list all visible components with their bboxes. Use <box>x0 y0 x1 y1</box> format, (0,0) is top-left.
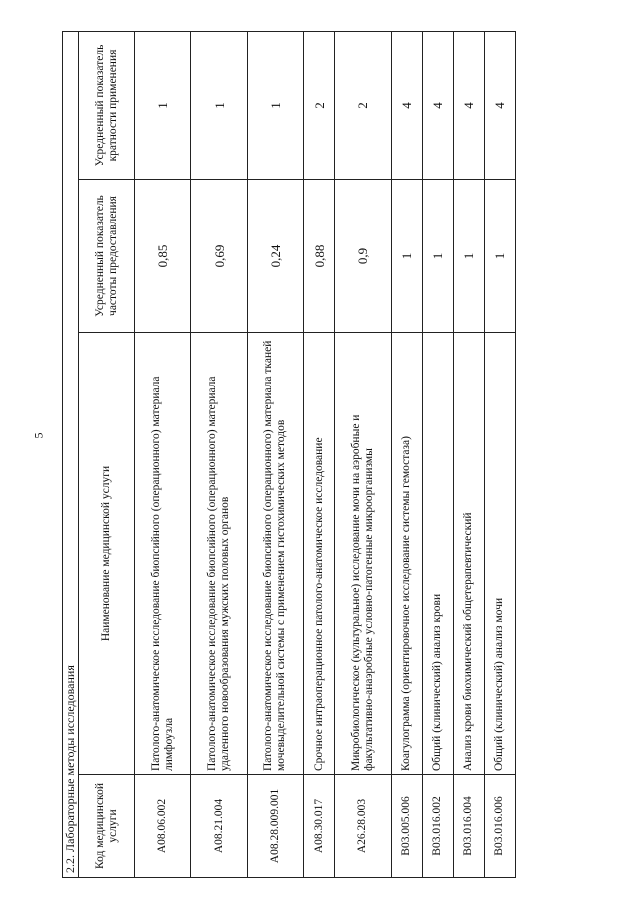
section-title: 2.2. Лабораторные методы исследования <box>63 31 79 877</box>
rotated-table-container <box>62 32 516 878</box>
header-frequency: Усредненный показатель частоты предоставления <box>79 180 135 333</box>
table-row <box>335 31 391 877</box>
header-code: Код медицинской услуги <box>79 775 135 878</box>
section-title-row <box>63 31 79 877</box>
table-row <box>135 31 191 877</box>
multiplicity-value: 1 <box>135 31 191 179</box>
service-name: Патолого-анатомическое исследование биопсийного (операционного) материала тканей мочевыделительной системы с применением гистохимических методов <box>247 333 303 775</box>
service-name: Анализ крови биохимический общетерапевтический <box>453 333 484 775</box>
frequency-value: 1 <box>453 180 484 333</box>
table-row <box>453 31 484 877</box>
service-code: B03.005.006 <box>391 775 422 878</box>
service-name: Микробиологическое (культуральное) исследование мочи на аэробные и факультативно-анаэробные условно-патогенные микроорганизмы <box>335 333 391 775</box>
service-code: A26.28.003 <box>335 775 391 878</box>
header-row <box>79 31 135 877</box>
service-code: B03.016.004 <box>453 775 484 878</box>
multiplicity-value: 1 <box>247 31 303 179</box>
service-name: Патолого-анатомическое исследование биопсийного (операционного) материала лимфоузла <box>135 333 191 775</box>
multiplicity-value: 2 <box>335 31 391 179</box>
multiplicity-value: 4 <box>453 31 484 179</box>
frequency-value: 0,69 <box>191 180 247 333</box>
table-row <box>391 31 422 877</box>
service-code: A08.21.004 <box>191 775 247 878</box>
service-name: Общий (клинический) анализ крови <box>422 333 453 775</box>
header-name: Наименование медицинской услуги <box>79 333 135 775</box>
lab-services-table <box>62 31 516 878</box>
page-number: 5 <box>31 432 46 439</box>
frequency-value: 0,9 <box>335 180 391 333</box>
multiplicity-value: 4 <box>391 31 422 179</box>
service-code: B03.016.006 <box>484 775 515 878</box>
table-row <box>304 31 335 877</box>
service-code: A08.30.017 <box>304 775 335 878</box>
service-code: A08.06.002 <box>135 775 191 878</box>
service-name: Патолого-анатомическое исследование биопсийного (операционного) материала удаленного новообразования мужских половых органов <box>191 333 247 775</box>
service-name: Срочное интраоперационное патолого-анатомическое исследование <box>304 333 335 775</box>
table-row <box>422 31 453 877</box>
frequency-value: 1 <box>422 180 453 333</box>
frequency-value: 1 <box>391 180 422 333</box>
service-name: Коагулограмма (ориентировочное исследование системы гемостаза) <box>391 333 422 775</box>
multiplicity-value: 4 <box>422 31 453 179</box>
service-code: B03.016.002 <box>422 775 453 878</box>
multiplicity-value: 2 <box>304 31 335 179</box>
table-row <box>484 31 515 877</box>
frequency-value: 0,88 <box>304 180 335 333</box>
frequency-value: 0,24 <box>247 180 303 333</box>
service-name: Общий (клинический) анализ мочи <box>484 333 515 775</box>
service-code: A08.28.009.001 <box>247 775 303 878</box>
multiplicity-value: 4 <box>484 31 515 179</box>
frequency-value: 1 <box>484 180 515 333</box>
frequency-value: 0,85 <box>135 180 191 333</box>
table-row <box>191 31 247 877</box>
table-row <box>247 31 303 877</box>
header-multiplicity: Усредненный показатель кратности применения <box>79 31 135 179</box>
multiplicity-value: 1 <box>191 31 247 179</box>
